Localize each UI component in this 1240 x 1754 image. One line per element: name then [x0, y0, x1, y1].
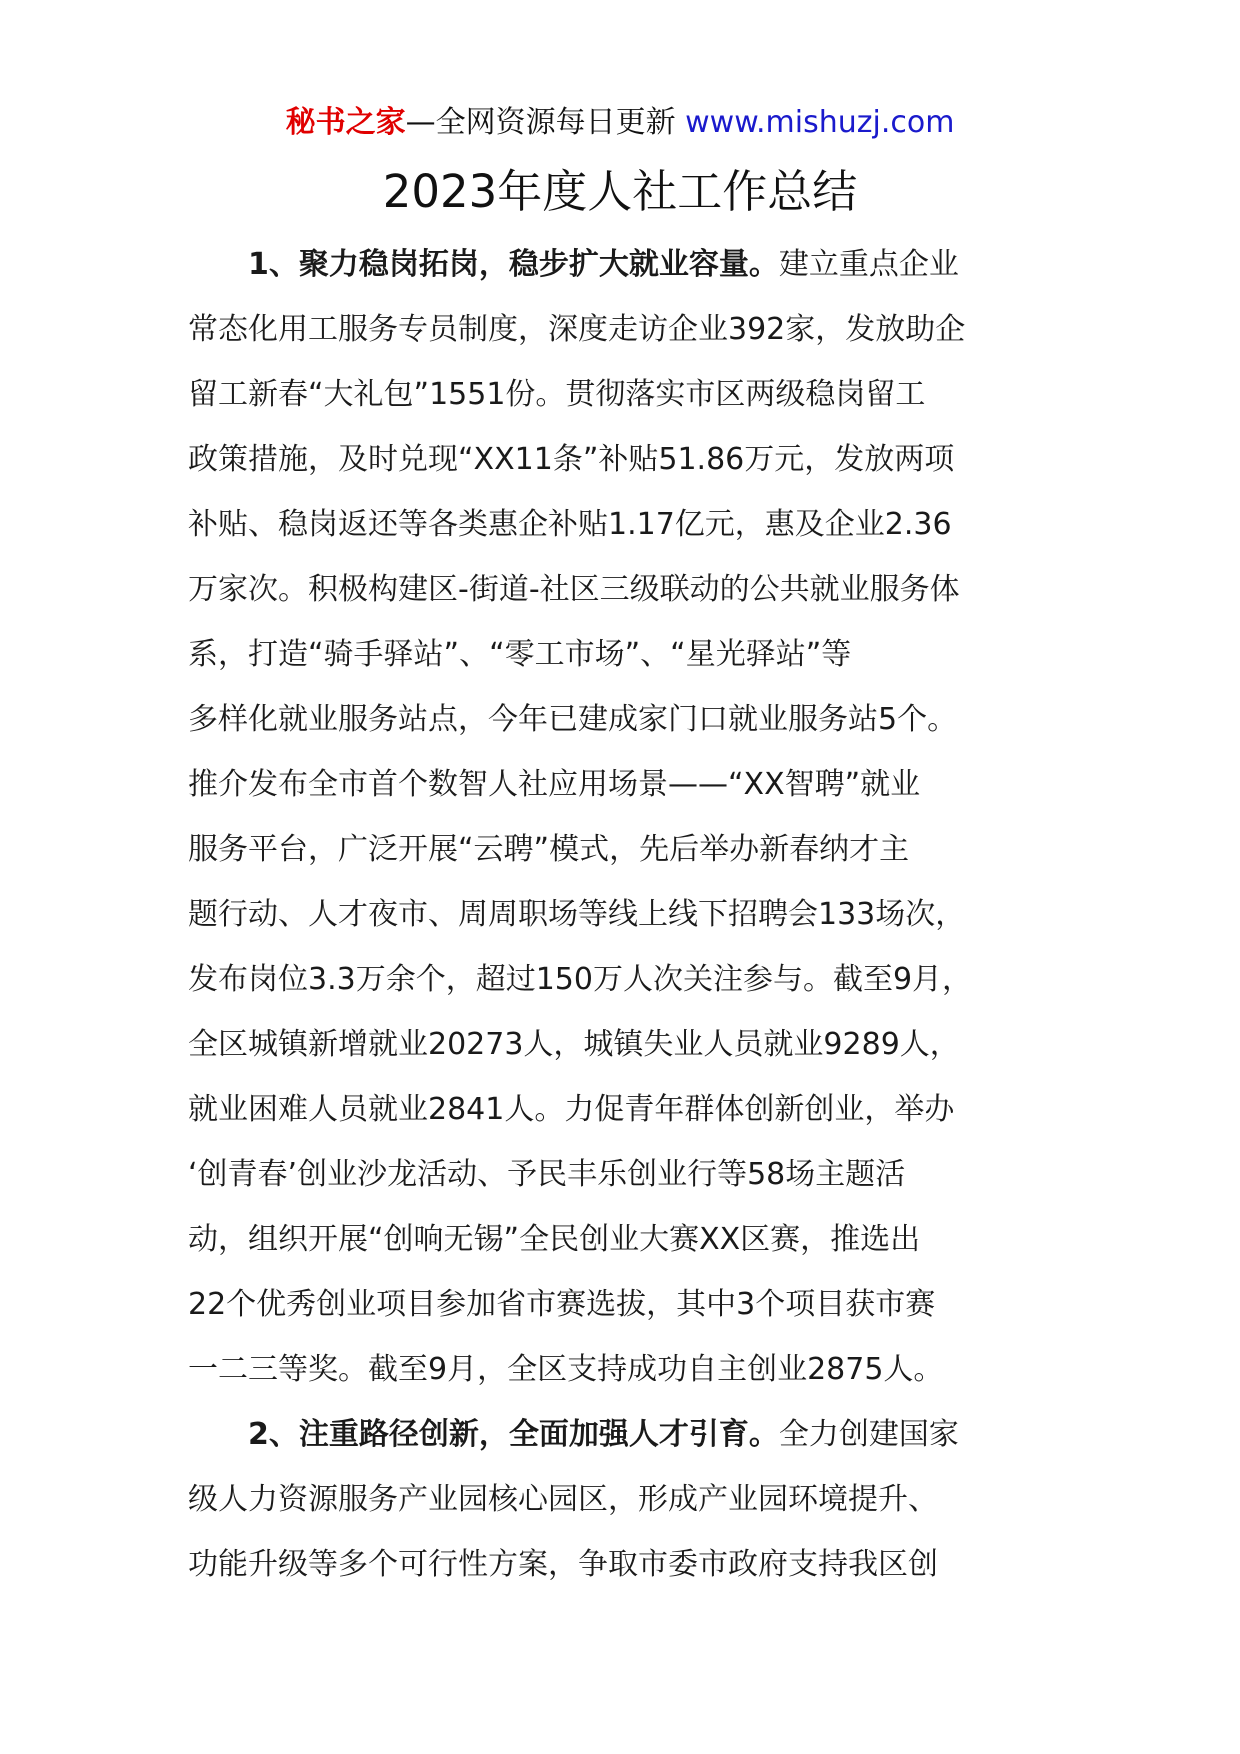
text-line: 政策措施，及时兑现“XX11条”补贴51.86万元，发放两项: [188, 442, 955, 477]
paragraph-2-first-line: [188, 1402, 1068, 1467]
text-line: 发布岗位3.3万余个，超过150万人次关注参与。截至9月，: [188, 962, 973, 997]
text-line: 题行动、人才夜市、周周职场等线上线下招聘会133场次，: [188, 897, 966, 932]
paragraph-1-heading: 1、聚力稳岗拓岗，稳步扩大就业容量。: [248, 247, 779, 282]
paragraph-2-first-line-text: 全力创建国家: [778, 1417, 959, 1452]
text-line: 留工新春“大礼包”1551份。贯彻落实市区两级稳岗留工: [188, 377, 926, 412]
site-header: [0, 102, 1240, 144]
text-line: 多样化就业服务站点，今年已建成家门口就业服务站5个。: [188, 702, 958, 737]
paragraph-1-first-line: [188, 232, 1068, 297]
paragraph-1-first-line-text: 建立重点企业: [778, 247, 959, 282]
text-line: 服务平台，广泛开展“云聘”模式，先后举办新春纳才主: [188, 832, 910, 867]
text-line: 动，组织开展“创响无锡”全民创业大赛XX区赛，推选出: [188, 1222, 921, 1257]
text-line: 补贴、稳岗返还等各类惠企补贴1.17亿元，惠及企业2.36: [188, 507, 952, 542]
text-line: 级人力资源服务产业园核心园区，形成产业园环境提升、: [188, 1482, 938, 1517]
site-url-link[interactable]: www.mishuzj.com: [685, 105, 955, 140]
paragraph-2-heading: 2、注重路径创新，全面加强人才引育。: [248, 1417, 779, 1452]
text-line: 常态化用工服务专员制度，深度走访企业392家，发放助企: [188, 312, 966, 347]
text-line: 推介发布全市首个数智人社应用场景——“XX智聘”就业: [188, 767, 921, 802]
text-line: 全区城镇新增就业20273人，城镇失业人员就业9289人，: [188, 1027, 960, 1062]
document-title: 2023年度人社工作总结: [382, 165, 858, 218]
text-line: 万家次。积极构建区-街道-社区三级联动的公共就业服务体: [188, 572, 960, 607]
text-line: 系，打造“骑手驿站”、“零工市场”、“星光驿站”等: [188, 637, 852, 672]
text-line: 22个优秀创业项目参加省市赛选拔，其中3个项目获市赛: [188, 1287, 936, 1322]
header-tagline: —全网资源每日更新: [405, 105, 686, 140]
text-line: 功能升级等多个可行性方案，争取市委市政府支持我区创: [188, 1547, 938, 1582]
text-line: 一二三等奖。截至9月，全区支持成功自主创业2875人。: [188, 1352, 944, 1387]
document-body: [188, 232, 1068, 1597]
brand-name: 秘书之家: [285, 105, 406, 140]
text-line: ‘创青春’创业沙龙活动、予民丰乐创业行等58场主题活: [188, 1157, 906, 1192]
text-line: 就业困难人员就业2841人。力促青年群体创新创业，举办: [188, 1092, 955, 1127]
